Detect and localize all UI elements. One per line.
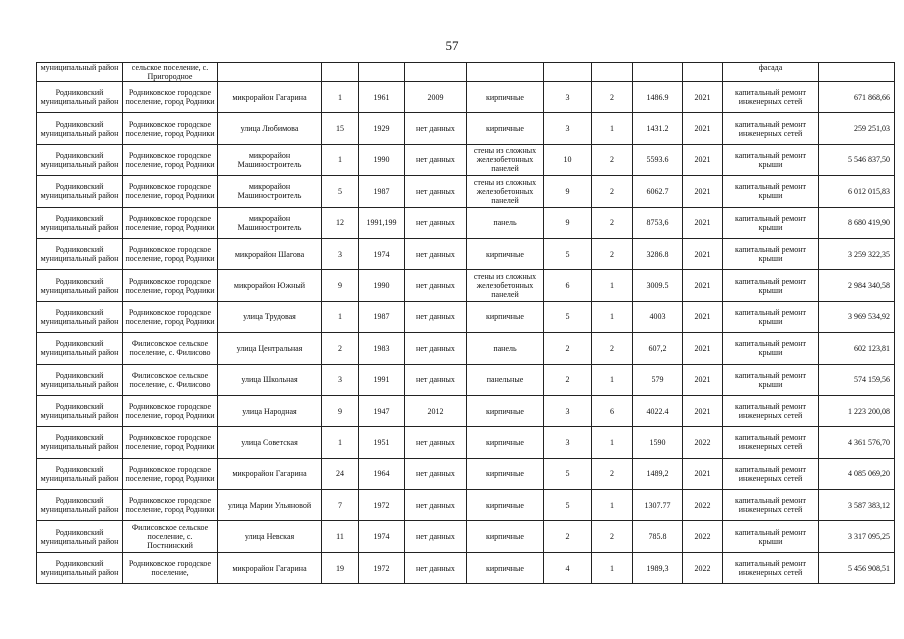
cell-settlement: Родниковское городское поселение, город Родники: [123, 238, 218, 269]
cell-work: капитальный ремонт крыши: [723, 364, 819, 395]
cell-cost: 4 361 576,70: [819, 427, 895, 458]
cell-settlement: Родниковское городское поселение, город Родники: [123, 144, 218, 175]
cell-floors: 9: [544, 207, 592, 238]
cell-plan-year: 2022: [683, 427, 723, 458]
cell-cost: 1 223 200,08: [819, 395, 895, 426]
cell-cost: 3 259 322,35: [819, 238, 895, 269]
cell-entrances: 2: [592, 521, 633, 552]
cell-cost: [819, 63, 895, 82]
cell-work: капитальный ремонт крыши: [723, 301, 819, 332]
table-row: [37, 427, 895, 458]
cell-district: Родниковский муниципальный район: [37, 458, 123, 489]
cell-year-built: 1951: [359, 427, 405, 458]
cell-plan-year: 2021: [683, 113, 723, 144]
cell-entrances: 2: [592, 238, 633, 269]
cell-settlement: Родниковское городское поселение, город Родники: [123, 395, 218, 426]
cell-house: 12: [322, 207, 359, 238]
cell-settlement: Родниковское городское поселение,: [123, 552, 218, 583]
cell-material: стены из сложных железобетонных панелей: [467, 270, 544, 301]
cell-year-repair: [405, 63, 467, 82]
cell-settlement: Родниковское городское поселение, город Родники: [123, 301, 218, 332]
cell-work: капитальный ремонт крыши: [723, 207, 819, 238]
cell-street: улица Советская: [218, 427, 322, 458]
cell-area: 4022.4: [633, 395, 683, 426]
cell-house: 19: [322, 552, 359, 583]
cell-area: 1486.9: [633, 82, 683, 113]
table-row: [37, 521, 895, 552]
cell-year-repair: нет данных: [405, 238, 467, 269]
cell-material: кирпичные: [467, 490, 544, 521]
cell-entrances: 1: [592, 427, 633, 458]
cell-street: улица Любимова: [218, 113, 322, 144]
cell-street: улица Центральная: [218, 333, 322, 364]
cell-area: 579: [633, 364, 683, 395]
cell-year-repair: нет данных: [405, 113, 467, 144]
cell-entrances: 2: [592, 176, 633, 207]
cell-entrances: 1: [592, 490, 633, 521]
cell-house: [322, 63, 359, 82]
cell-district: Родниковский муниципальный район: [37, 270, 123, 301]
cell-house: 11: [322, 521, 359, 552]
cell-floors: 3: [544, 395, 592, 426]
cell-settlement: Родниковское городское поселение, город Родники: [123, 207, 218, 238]
cell-district: муниципальный район: [37, 63, 123, 82]
cell-floors: 5: [544, 458, 592, 489]
cell-cost: 2 984 340,58: [819, 270, 895, 301]
cell-house: 2: [322, 333, 359, 364]
cell-street: микрорайон Машиностроитель: [218, 207, 322, 238]
cell-material: кирпичные: [467, 238, 544, 269]
cell-work: капитальный ремонт инженерных сетей: [723, 427, 819, 458]
cell-house: 15: [322, 113, 359, 144]
cell-year-built: 1974: [359, 238, 405, 269]
cell-year-repair: нет данных: [405, 458, 467, 489]
table-row: [37, 238, 895, 269]
cell-house: 1: [322, 427, 359, 458]
cell-street: микрорайон Южный: [218, 270, 322, 301]
cell-floors: 5: [544, 490, 592, 521]
cell-cost: 574 159,56: [819, 364, 895, 395]
cell-work: фасада: [723, 63, 819, 82]
table-row: [37, 301, 895, 332]
cell-year-repair: 2012: [405, 395, 467, 426]
cell-area: 8753,6: [633, 207, 683, 238]
cell-work: капитальный ремонт инженерных сетей: [723, 395, 819, 426]
table-row: [37, 364, 895, 395]
cell-area: 785.8: [633, 521, 683, 552]
cell-plan-year: 2021: [683, 82, 723, 113]
cell-year-built: 1990: [359, 270, 405, 301]
cell-material: кирпичные: [467, 458, 544, 489]
cell-year-repair: нет данных: [405, 552, 467, 583]
cell-district: Родниковский муниципальный район: [37, 238, 123, 269]
table-row: [37, 458, 895, 489]
cell-settlement: Родниковское городское поселение, город Родники: [123, 427, 218, 458]
cell-plan-year: 2021: [683, 364, 723, 395]
table-row: [37, 207, 895, 238]
cell-material: панель: [467, 207, 544, 238]
cell-work: капитальный ремонт крыши: [723, 238, 819, 269]
cell-floors: 9: [544, 176, 592, 207]
cell-entrances: 2: [592, 82, 633, 113]
cell-settlement: Родниковское городское поселение, город Родники: [123, 82, 218, 113]
cell-material: стены из сложных железобетонных панелей: [467, 144, 544, 175]
cell-floors: 6: [544, 270, 592, 301]
cell-entrances: [592, 63, 633, 82]
cell-street: микрорайон Гагарина: [218, 552, 322, 583]
cell-year-built: 1947: [359, 395, 405, 426]
cell-work: капитальный ремонт инженерных сетей: [723, 113, 819, 144]
cell-year-repair: нет данных: [405, 144, 467, 175]
cell-year-repair: нет данных: [405, 427, 467, 458]
cell-street: улица Школьная: [218, 364, 322, 395]
cell-material: панель: [467, 333, 544, 364]
table-row: [37, 82, 895, 113]
cell-floors: 5: [544, 301, 592, 332]
cell-year-repair: нет данных: [405, 270, 467, 301]
cell-floors: 2: [544, 521, 592, 552]
cell-cost: 4 085 069,20: [819, 458, 895, 489]
cell-entrances: 1: [592, 113, 633, 144]
cell-year-built: 1929: [359, 113, 405, 144]
cell-year-repair: нет данных: [405, 207, 467, 238]
page-number: 57: [445, 38, 459, 53]
cell-plan-year: 2022: [683, 521, 723, 552]
cell-settlement: Филисовское сельское поселение, с. Филисово: [123, 364, 218, 395]
cell-house: 3: [322, 364, 359, 395]
cell-year-repair: нет данных: [405, 521, 467, 552]
cell-year-built: 1991: [359, 364, 405, 395]
cell-house: 5: [322, 176, 359, 207]
cell-work: капитальный ремонт крыши: [723, 270, 819, 301]
cell-cost: 671 868,66: [819, 82, 895, 113]
cell-plan-year: 2021: [683, 458, 723, 489]
cell-entrances: 1: [592, 552, 633, 583]
cell-street: улица Народная: [218, 395, 322, 426]
table-row: [37, 144, 895, 175]
cell-year-built: 1983: [359, 333, 405, 364]
cell-area: 1307.77: [633, 490, 683, 521]
cell-plan-year: 2021: [683, 301, 723, 332]
cell-district: Родниковский муниципальный район: [37, 301, 123, 332]
cell-area: 6062.7: [633, 176, 683, 207]
cell-district: Родниковский муниципальный район: [37, 333, 123, 364]
cell-work: капитальный ремонт инженерных сетей: [723, 490, 819, 521]
cell-year-built: 1961: [359, 82, 405, 113]
cell-district: Родниковский муниципальный район: [37, 176, 123, 207]
cell-entrances: 1: [592, 364, 633, 395]
cell-area: [633, 63, 683, 82]
cell-plan-year: 2022: [683, 552, 723, 583]
cell-street: [218, 63, 322, 82]
cell-plan-year: 2021: [683, 395, 723, 426]
cell-year-repair: 2009: [405, 82, 467, 113]
cell-district: Родниковский муниципальный район: [37, 552, 123, 583]
cell-year-repair: нет данных: [405, 364, 467, 395]
table-row: [37, 113, 895, 144]
table-row: [37, 176, 895, 207]
cell-material: [467, 63, 544, 82]
cell-cost: 5 546 837,50: [819, 144, 895, 175]
cell-entrances: 1: [592, 301, 633, 332]
cell-house: 9: [322, 395, 359, 426]
cell-area: 1431.2: [633, 113, 683, 144]
cell-floors: 5: [544, 238, 592, 269]
cell-area: 3009.5: [633, 270, 683, 301]
cell-floors: 3: [544, 427, 592, 458]
cell-area: 607,2: [633, 333, 683, 364]
cell-cost: 602 123,81: [819, 333, 895, 364]
cell-plan-year: 2022: [683, 490, 723, 521]
cell-material: кирпичные: [467, 552, 544, 583]
cell-house: 3: [322, 238, 359, 269]
cell-plan-year: 2021: [683, 270, 723, 301]
cell-street: микрорайон Гагарина: [218, 82, 322, 113]
cell-plan-year: 2021: [683, 176, 723, 207]
cell-area: 5593.6: [633, 144, 683, 175]
cell-district: Родниковский муниципальный район: [37, 113, 123, 144]
cell-year-built: 1964: [359, 458, 405, 489]
cell-house: 1: [322, 301, 359, 332]
cell-floors: 3: [544, 113, 592, 144]
cell-year-repair: нет данных: [405, 333, 467, 364]
cell-area: 1989,3: [633, 552, 683, 583]
cell-floors: 10: [544, 144, 592, 175]
cell-material: кирпичные: [467, 301, 544, 332]
cell-district: Родниковский муниципальный район: [37, 144, 123, 175]
cell-cost: 6 012 015,83: [819, 176, 895, 207]
cell-work: капитальный ремонт крыши: [723, 521, 819, 552]
cell-district: Родниковский муниципальный район: [37, 364, 123, 395]
cell-settlement: Родниковское городское поселение, город Родники: [123, 270, 218, 301]
cell-year-built: 1972: [359, 490, 405, 521]
cell-entrances: 2: [592, 333, 633, 364]
cell-entrances: 6: [592, 395, 633, 426]
cell-floors: 3: [544, 82, 592, 113]
table-row-continued: [37, 63, 895, 82]
cell-year-built: [359, 63, 405, 82]
cell-cost: 3 969 534,92: [819, 301, 895, 332]
cell-work: капитальный ремонт инженерных сетей: [723, 552, 819, 583]
cell-settlement: сельское поселение, с. Пригородное: [123, 63, 218, 82]
table-row: [37, 333, 895, 364]
cell-cost: 259 251,03: [819, 113, 895, 144]
cell-district: Родниковский муниципальный район: [37, 427, 123, 458]
cell-plan-year: 2021: [683, 144, 723, 175]
cell-street: микрорайон Гагарина: [218, 458, 322, 489]
cell-floors: 2: [544, 364, 592, 395]
cell-entrances: 2: [592, 458, 633, 489]
cell-material: кирпичные: [467, 395, 544, 426]
cell-year-repair: нет данных: [405, 176, 467, 207]
cell-district: Родниковский муниципальный район: [37, 490, 123, 521]
cell-year-repair: нет данных: [405, 301, 467, 332]
cell-plan-year: 2021: [683, 207, 723, 238]
cell-settlement: Родниковское городское поселение, город Родники: [123, 176, 218, 207]
cell-district: Родниковский муниципальный район: [37, 82, 123, 113]
capital-repair-table: [36, 62, 895, 584]
cell-material: кирпичные: [467, 113, 544, 144]
cell-work: капитальный ремонт крыши: [723, 176, 819, 207]
cell-settlement: Родниковское городское поселение, город Родники: [123, 458, 218, 489]
cell-material: кирпичные: [467, 82, 544, 113]
cell-material: кирпичные: [467, 521, 544, 552]
cell-year-built: 1972: [359, 552, 405, 583]
cell-area: 1590: [633, 427, 683, 458]
cell-street: улица Невская: [218, 521, 322, 552]
cell-entrances: 2: [592, 144, 633, 175]
cell-work: капитальный ремонт инженерных сетей: [723, 82, 819, 113]
cell-entrances: 2: [592, 207, 633, 238]
cell-settlement: Филисовское сельское поселение, с. Филисово: [123, 333, 218, 364]
cell-area: 3286.8: [633, 238, 683, 269]
cell-floors: 2: [544, 333, 592, 364]
cell-year-built: 1987: [359, 301, 405, 332]
cell-cost: 8 680 419,90: [819, 207, 895, 238]
cell-district: Родниковский муниципальный район: [37, 521, 123, 552]
cell-floors: 4: [544, 552, 592, 583]
cell-house: 7: [322, 490, 359, 521]
cell-year-built: 1987: [359, 176, 405, 207]
cell-plan-year: 2021: [683, 238, 723, 269]
cell-entrances: 1: [592, 270, 633, 301]
table-row: [37, 490, 895, 521]
cell-year-built: 1990: [359, 144, 405, 175]
cell-area: 4003: [633, 301, 683, 332]
cell-street: улица Марии Ульяновой: [218, 490, 322, 521]
cell-settlement: Филисовское сельское поселение, с. Постнинский: [123, 521, 218, 552]
table-row: [37, 270, 895, 301]
cell-street: микрорайон Шагова: [218, 238, 322, 269]
cell-area: 1489,2: [633, 458, 683, 489]
table-row: [37, 395, 895, 426]
cell-house: 1: [322, 82, 359, 113]
cell-year-built: 1974: [359, 521, 405, 552]
cell-house: 24: [322, 458, 359, 489]
cell-street: микрорайон Машиностроитель: [218, 144, 322, 175]
cell-settlement: Родниковское городское поселение, город Родники: [123, 490, 218, 521]
cell-year-built: 1991,199: [359, 207, 405, 238]
cell-house: 9: [322, 270, 359, 301]
cell-settlement: Родниковское городское поселение, город Родники: [123, 113, 218, 144]
cell-floors: [544, 63, 592, 82]
cell-cost: 3 317 095,25: [819, 521, 895, 552]
cell-work: капитальный ремонт крыши: [723, 144, 819, 175]
cell-plan-year: [683, 63, 723, 82]
cell-cost: 3 587 383,12: [819, 490, 895, 521]
cell-district: Родниковский муниципальный район: [37, 395, 123, 426]
cell-district: Родниковский муниципальный район: [37, 207, 123, 238]
cell-material: стены из сложных железобетонных панелей: [467, 176, 544, 207]
cell-plan-year: 2021: [683, 333, 723, 364]
cell-street: микрорайон Машиностроитель: [218, 176, 322, 207]
cell-work: капитальный ремонт крыши: [723, 333, 819, 364]
table-row: [37, 552, 895, 583]
cell-material: кирпичные: [467, 427, 544, 458]
cell-house: 1: [322, 144, 359, 175]
cell-material: панельные: [467, 364, 544, 395]
cell-cost: 5 456 908,51: [819, 552, 895, 583]
cell-work: капитальный ремонт инженерных сетей: [723, 458, 819, 489]
cell-street: улица Трудовая: [218, 301, 322, 332]
cell-year-repair: нет данных: [405, 490, 467, 521]
